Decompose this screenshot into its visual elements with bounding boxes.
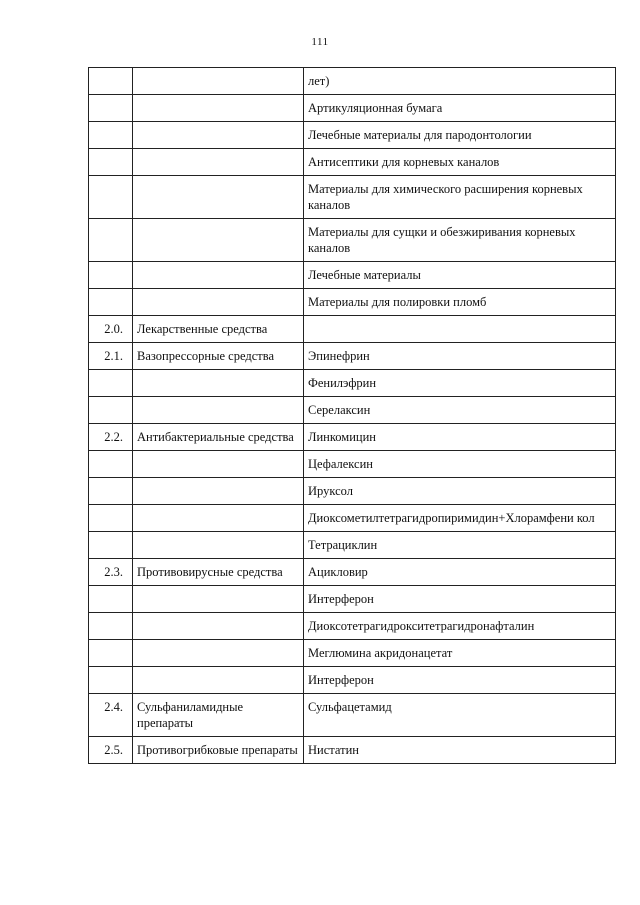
table-row (89, 737, 616, 764)
table-row (89, 370, 616, 397)
page-number: 111 (311, 36, 329, 48)
row-number-cell (89, 68, 133, 95)
table-row (89, 694, 616, 737)
category-cell: Вазопрессорные средства (133, 343, 304, 370)
item-cell: Нистатин (304, 737, 616, 764)
item-cell: Интерферон (304, 667, 616, 694)
item-cell: Лечебные материалы для пародонтологии (304, 122, 616, 149)
category-cell (133, 262, 304, 289)
row-number-cell: 2.1. (89, 343, 133, 370)
row-number-cell: 2.2. (89, 424, 133, 451)
table-row (89, 149, 616, 176)
category-cell (133, 667, 304, 694)
table-row (89, 424, 616, 451)
row-number-cell: 2.3. (89, 559, 133, 586)
item-cell: Тетрациклин (304, 532, 616, 559)
item-cell: Сульфацетамид (304, 694, 616, 737)
table-row (89, 316, 616, 343)
item-cell: Диоксометилтетрагидропиримидин+Хлорамфени кол (304, 505, 616, 532)
table-row (89, 68, 616, 95)
item-cell: Материалы для химического расширения корневых каналов (304, 176, 616, 219)
item-cell: Цефалексин (304, 451, 616, 478)
item-cell (304, 316, 616, 343)
table-body (89, 68, 616, 764)
row-number-cell (89, 478, 133, 505)
row-number-cell (89, 370, 133, 397)
table-row (89, 532, 616, 559)
table-row (89, 95, 616, 122)
category-cell: Лекарственные средства (133, 316, 304, 343)
table-row (89, 397, 616, 424)
table-row (89, 289, 616, 316)
row-number-cell: 2.5. (89, 737, 133, 764)
table-row (89, 640, 616, 667)
row-number-cell (89, 176, 133, 219)
category-cell (133, 370, 304, 397)
materials-table (88, 67, 616, 764)
row-number-cell: 2.4. (89, 694, 133, 737)
item-cell: Ируксол (304, 478, 616, 505)
row-number-cell (89, 640, 133, 667)
category-cell (133, 68, 304, 95)
row-number-cell (89, 586, 133, 613)
item-cell: Эпинефрин (304, 343, 616, 370)
row-number-cell (89, 262, 133, 289)
table-row (89, 122, 616, 149)
category-cell (133, 397, 304, 424)
table-row (89, 451, 616, 478)
item-cell: Артикуляционная бумага (304, 95, 616, 122)
item-cell: Материалы для полировки пломб (304, 289, 616, 316)
table-row (89, 219, 616, 262)
item-cell: Ацикловир (304, 559, 616, 586)
item-cell: Материалы для сущки и обезжиривания корневых каналов (304, 219, 616, 262)
table-row (89, 505, 616, 532)
table-row (89, 613, 616, 640)
item-cell: Лечебные материалы (304, 262, 616, 289)
category-cell (133, 478, 304, 505)
item-cell: Диоксотетрагидрокситетрагидронафталин (304, 613, 616, 640)
category-cell (133, 149, 304, 176)
table-row (89, 343, 616, 370)
category-cell (133, 505, 304, 532)
category-cell (133, 613, 304, 640)
category-cell: Сульфаниламидные препараты (133, 694, 304, 737)
row-number-cell (89, 505, 133, 532)
category-cell (133, 219, 304, 262)
row-number-cell (89, 397, 133, 424)
table-row (89, 667, 616, 694)
table-row (89, 586, 616, 613)
row-number-cell (89, 667, 133, 694)
row-number-cell (89, 122, 133, 149)
item-cell: Интерферон (304, 586, 616, 613)
category-cell (133, 95, 304, 122)
row-number-cell: 2.0. (89, 316, 133, 343)
category-cell (133, 532, 304, 559)
category-cell (133, 451, 304, 478)
category-cell (133, 586, 304, 613)
row-number-cell (89, 289, 133, 316)
table-row (89, 176, 616, 219)
item-cell: Антисептики для корневых каналов (304, 149, 616, 176)
table-row (89, 262, 616, 289)
category-cell (133, 122, 304, 149)
table-row (89, 559, 616, 586)
category-cell (133, 176, 304, 219)
item-cell: Меглюмина акридонацетат (304, 640, 616, 667)
row-number-cell (89, 219, 133, 262)
row-number-cell (89, 149, 133, 176)
item-cell: Серелаксин (304, 397, 616, 424)
category-cell: Антибактериальные средства (133, 424, 304, 451)
row-number-cell (89, 451, 133, 478)
table-row (89, 478, 616, 505)
category-cell (133, 289, 304, 316)
row-number-cell (89, 532, 133, 559)
row-number-cell (89, 613, 133, 640)
item-cell: Фенилэфрин (304, 370, 616, 397)
row-number-cell (89, 95, 133, 122)
item-cell: Линкомицин (304, 424, 616, 451)
category-cell (133, 640, 304, 667)
category-cell: Противогрибковые препараты (133, 737, 304, 764)
item-cell: лет) (304, 68, 616, 95)
category-cell: Противовирусные средства (133, 559, 304, 586)
